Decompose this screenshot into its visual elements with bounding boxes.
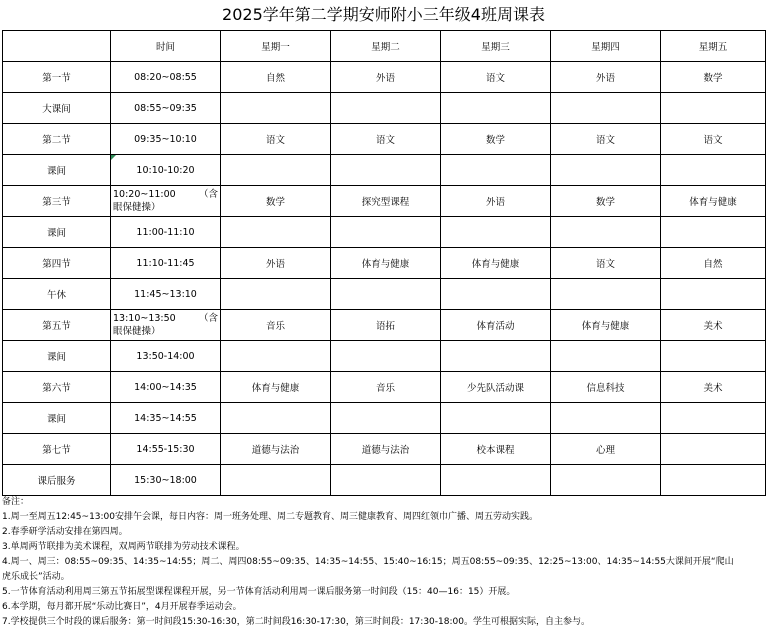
subject-cell: 体育与健康: [551, 310, 661, 341]
timetable: [2, 30, 766, 496]
note-line: 虎乐成长”活动。: [2, 572, 70, 582]
subject-cell: 数学: [221, 186, 331, 217]
subject-cell: 数学: [661, 62, 766, 93]
time-cell: 10:10-10:20: [111, 155, 221, 186]
subject-cell: [221, 217, 331, 248]
header-cell: 时间: [111, 31, 221, 62]
subject-cell: 体育与健康: [661, 186, 766, 217]
subject-cell: 语文: [331, 124, 441, 155]
subject-cell: [441, 217, 551, 248]
period-name-cell: 课间: [3, 403, 111, 434]
time-cell: 09:35~10:10: [111, 124, 221, 155]
table-row: [3, 434, 766, 465]
header-cell: 星期一: [221, 31, 331, 62]
subject-cell: 美术: [661, 372, 766, 403]
note-line: 5.一节体育活动利用周三第五节拓展型课程课程开展，另一节体育活动利用周一课后服务第一时间段（15：40—16：15）开展。: [2, 587, 516, 597]
subject-cell: 语文: [441, 62, 551, 93]
subject-cell: [441, 279, 551, 310]
subject-cell: [441, 403, 551, 434]
table-row: [3, 465, 766, 496]
period-name-cell: 大课间: [3, 93, 111, 124]
subject-cell: [441, 155, 551, 186]
period-name-cell: 课后服务: [3, 465, 111, 496]
subject-cell: [331, 403, 441, 434]
subject-cell: [331, 155, 441, 186]
note-line: 7.学校提供三个时段的课后服务：第一时间段15:30-16:30，第二时间段16:30-17:30，第三时间段：17:30-18:00。学生可根据实际，自主参与。: [2, 617, 590, 627]
subject-cell: 体育与健康: [331, 248, 441, 279]
time-note-line2: 眼保健操）: [113, 202, 161, 213]
subject-cell: [661, 93, 766, 124]
subject-cell: [221, 403, 331, 434]
subject-cell: [551, 217, 661, 248]
table-row: [3, 186, 766, 217]
time-cell: 08:20~08:55: [111, 62, 221, 93]
subject-cell: 探究型课程: [331, 186, 441, 217]
header-cell: [3, 31, 111, 62]
time-cell: 11:00-11:10: [111, 217, 221, 248]
time-cell: 13:50-14:00: [111, 341, 221, 372]
header-cell: 星期三: [441, 31, 551, 62]
page-title: 2025学年第二学期安师附小三年级4班周课表: [222, 5, 545, 24]
subject-cell: 数学: [551, 186, 661, 217]
time-cell: 15:30~18:00: [111, 465, 221, 496]
subject-cell: [661, 403, 766, 434]
subject-cell: 心理: [551, 434, 661, 465]
table-row: [3, 62, 766, 93]
subject-cell: 体育活动: [441, 310, 551, 341]
subject-cell: [551, 341, 661, 372]
subject-cell: 自然: [221, 62, 331, 93]
period-name-cell: 第五节: [3, 310, 111, 341]
notes-section: [2, 495, 767, 630]
subject-cell: 外语: [331, 62, 441, 93]
subject-cell: 语文: [221, 124, 331, 155]
period-name-cell: 第二节: [3, 124, 111, 155]
header-row: [3, 31, 766, 62]
subject-cell: [551, 403, 661, 434]
period-name-cell: 课间: [3, 217, 111, 248]
note-line: 2.春季研学活动安排在第四周。: [2, 527, 128, 537]
table-row: [3, 372, 766, 403]
header-cell: 星期五: [661, 31, 766, 62]
subject-cell: [221, 465, 331, 496]
table-row: [3, 248, 766, 279]
subject-cell: 道德与法治: [221, 434, 331, 465]
subject-cell: [331, 341, 441, 372]
table-row: [3, 403, 766, 434]
subject-cell: 少先队活动课: [441, 372, 551, 403]
subject-cell: 语文: [551, 124, 661, 155]
period-name-cell: 第三节: [3, 186, 111, 217]
period-name-cell: 课间: [3, 155, 111, 186]
subject-cell: [661, 279, 766, 310]
subject-cell: [331, 93, 441, 124]
note-line: 6.本学期，每月都开展“乐动比赛日”，4月开展春季运动会。: [2, 602, 242, 612]
time-cell: [111, 310, 221, 341]
subject-cell: [221, 93, 331, 124]
subject-cell: [661, 341, 766, 372]
time-cell: 14:55-15:30: [111, 434, 221, 465]
period-name-cell: 课间: [3, 341, 111, 372]
subject-cell: 语文: [661, 124, 766, 155]
subject-cell: [331, 279, 441, 310]
time-text: 10:20~11:00: [113, 189, 176, 200]
subject-cell: [441, 93, 551, 124]
time-cell: 11:10-11:45: [111, 248, 221, 279]
table-row: [3, 341, 766, 372]
period-name-cell: 第一节: [3, 62, 111, 93]
subject-cell: [551, 465, 661, 496]
subject-cell: [331, 217, 441, 248]
cell-marker: [111, 155, 116, 160]
note-line: 备注：: [2, 497, 30, 507]
note-line: 1.周一至周五12:45~13:00安排午会课，每日内容：周一班务处理、周二专题教育、周三健康教育、周四红领巾广播、周五劳动实践。: [2, 512, 539, 522]
note-line: 3.单周两节联排为美术课程，双周两节联排为劳动技术课程。: [2, 542, 245, 552]
subject-cell: [661, 217, 766, 248]
subject-cell: [441, 341, 551, 372]
subject-cell: 道德与法治: [331, 434, 441, 465]
subject-cell: 体育与健康: [221, 372, 331, 403]
table-row: [3, 155, 766, 186]
time-note: （含: [198, 189, 218, 200]
subject-cell: [551, 155, 661, 186]
subject-cell: [221, 341, 331, 372]
subject-cell: 语拓: [331, 310, 441, 341]
time-note: （含: [198, 313, 218, 324]
table-row: [3, 124, 766, 155]
subject-cell: [441, 465, 551, 496]
subject-cell: 语文: [551, 248, 661, 279]
subject-cell: 外语: [441, 186, 551, 217]
header-cell: 星期二: [331, 31, 441, 62]
table-row: [3, 310, 766, 341]
time-cell: 08:55~09:35: [111, 93, 221, 124]
period-name-cell: 午休: [3, 279, 111, 310]
subject-cell: 体育与健康: [441, 248, 551, 279]
time-cell: [111, 186, 221, 217]
table-row: [3, 279, 766, 310]
table-row: [3, 217, 766, 248]
subject-cell: 外语: [221, 248, 331, 279]
time-cell: 11:45~13:10: [111, 279, 221, 310]
subject-cell: 音乐: [331, 372, 441, 403]
note-line: 4.周一、周三：08:55~09:35、14:35~14:55；周二、周四08:55~09:35、14:35~14:55、15:40~16:15；周五08:55~09:35、12:25~13:00、14:35~14:55大课间开展“爬山: [2, 557, 734, 567]
header-cell: 星期四: [551, 31, 661, 62]
subject-cell: [551, 279, 661, 310]
subject-cell: [661, 434, 766, 465]
subject-cell: 信息科技: [551, 372, 661, 403]
subject-cell: [221, 155, 331, 186]
subject-cell: [661, 465, 766, 496]
subject-cell: [661, 155, 766, 186]
time-text: 13:10~13:50: [113, 313, 176, 324]
subject-cell: [331, 465, 441, 496]
subject-cell: [221, 279, 331, 310]
subject-cell: 美术: [661, 310, 766, 341]
subject-cell: 数学: [441, 124, 551, 155]
subject-cell: 音乐: [221, 310, 331, 341]
table-row: [3, 93, 766, 124]
period-name-cell: 第七节: [3, 434, 111, 465]
subject-cell: 自然: [661, 248, 766, 279]
period-name-cell: 第六节: [3, 372, 111, 403]
time-cell: 14:00~14:35: [111, 372, 221, 403]
time-cell: 14:35~14:55: [111, 403, 221, 434]
subject-cell: 外语: [551, 62, 661, 93]
time-note-line2: 眼保健操）: [113, 326, 161, 337]
period-name-cell: 第四节: [3, 248, 111, 279]
subject-cell: [551, 93, 661, 124]
subject-cell: 校本课程: [441, 434, 551, 465]
